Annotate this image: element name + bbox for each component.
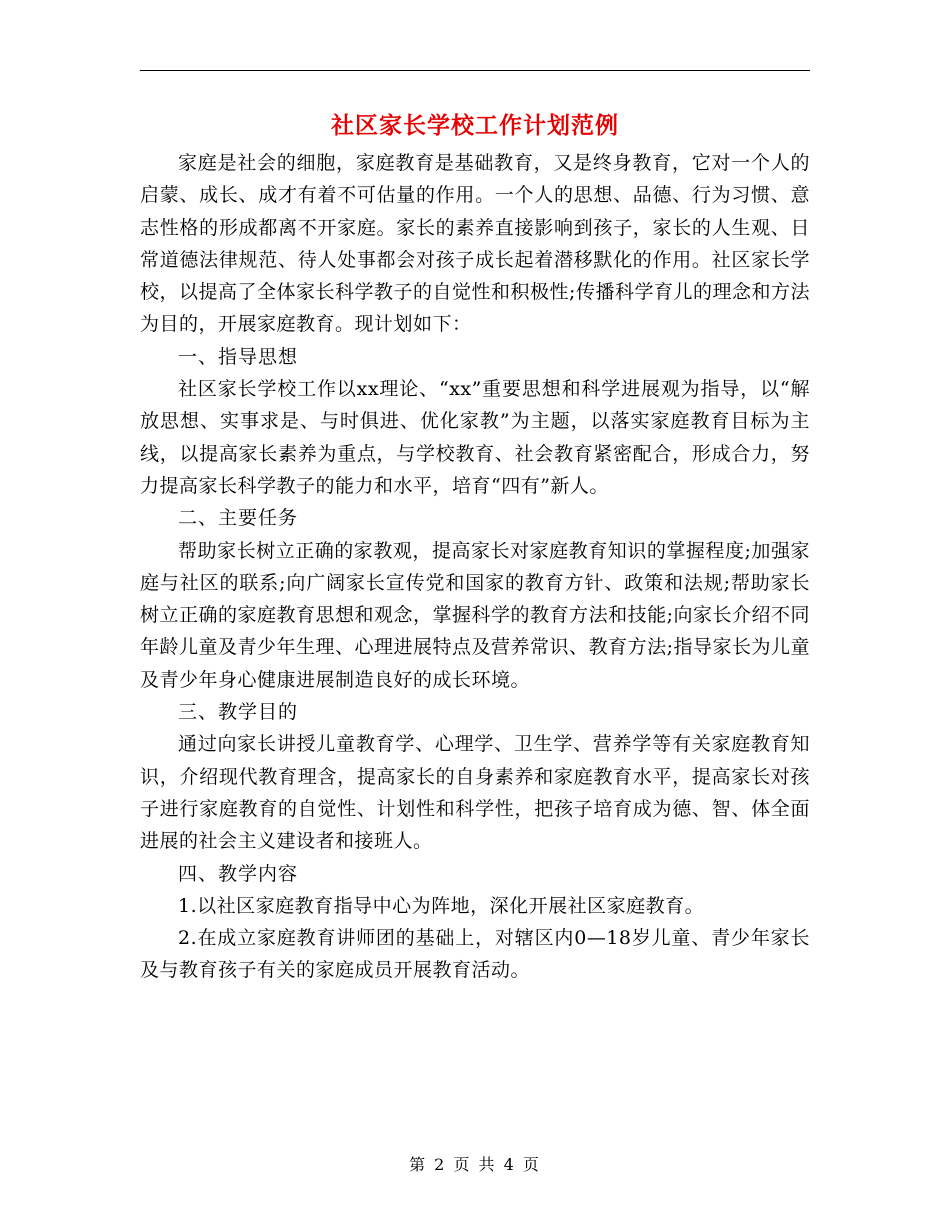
paragraph-guiding-ideology: 社区家长学校工作以xx理论、“xx”重要思想和科学进展观为指导，以“解放思想、实事求是、与时俱进、优化家教”为主题，以落实家庭教育目标为主线，以提高家长素养为重点，与学校教育、社会教育紧密配合，形成合力，努力提高家长科学教子的能力和水平，培育“四有”新人。 [140, 378, 810, 497]
document-body [140, 147, 810, 987]
section-heading-main-tasks: 二、主要任务 [178, 507, 299, 530]
paragraph-teaching-purpose: 通过向家长讲授儿童教育学、心理学、卫生学、营养学等有关家庭教育知识，介绍现代教育理含，提高家长的自身素养和家庭教育水平，提高家长对孩子进行家庭教育的自觉性、计划性和科学性，把孩子培育成为德、智、体全面进展的社会主义建设者和接班人。 [140, 733, 810, 853]
paragraph-intro: 家庭是社会的细胞，家庭教育是基础教育，又是终身教育，它对一个人的启蒙、成长、成才有着不可估量的作用。一个人的思想、品德、行为习惯、意志性格的形成都离不开家庭。家长的素养直接影响到孩子，家长的人生观、日常道德法律规范、待人处事都会对孩子成长起着潜移默化的作用。社区家长学校，以提高了全体家长科学教子的自觉性和积极性;传播科学育儿的理念和方法为目的，开展家庭教育。现计划如下： [140, 152, 810, 336]
list-item-content-2: 2.在成立家庭教育讲师团的基础上，对辖区内0—18岁儿童、青少年家长及与教育孩子有关的家庭成员开展教育活动。 [140, 927, 810, 982]
header-rule [140, 70, 810, 71]
page-number-footer: 第 2 页 共 4 页 [409, 1155, 541, 1174]
section-heading-teaching-purpose: 三、教学目的 [178, 701, 299, 724]
list-item-content-1: 1.以社区家庭教育指导中心为阵地，深化开展社区家庭教育。 [178, 894, 705, 917]
section-heading-teaching-content: 四、教学内容 [178, 862, 299, 885]
document-title: 社区家长学校工作计划范例 [331, 112, 619, 139]
paragraph-main-tasks: 帮助家长树立正确的家教观，提高家长对家庭教育知识的掌握程度;加强家庭与社区的联系;向广阔家长宣传党和国家的教育方针、政策和法规;帮助家长树立正确的家庭教育思想和观念，掌握科学的教育方法和技能;向家长介绍不同年龄儿童及青少年生理、心理进展特点及营养常识、教育方法;指导家长为儿童及青少年身心健康进展制造良好的成长环境。 [140, 539, 810, 691]
section-heading-guiding-ideology: 一、指导思想 [178, 345, 299, 368]
